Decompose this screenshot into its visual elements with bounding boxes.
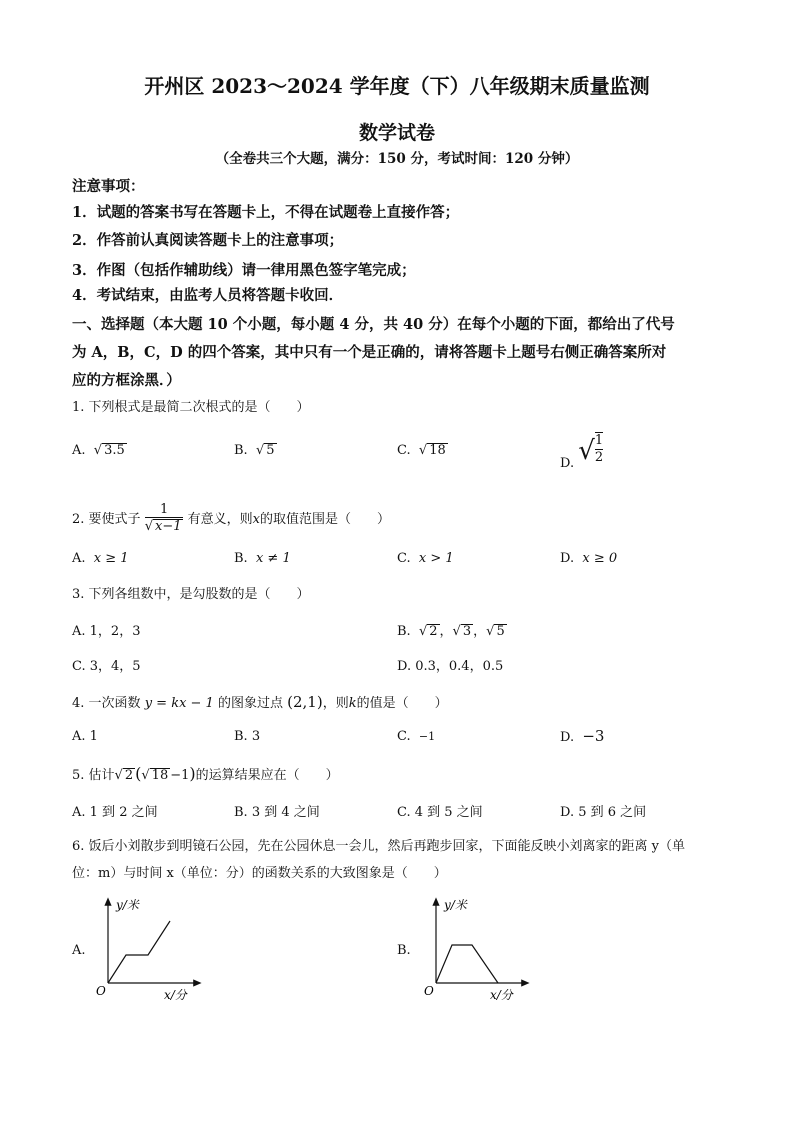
q3-option-a: A. 1，2，3 xyxy=(72,624,141,639)
section1-line3: 应的方框涂黑．） xyxy=(72,372,181,389)
q3-option-b: B. √ 2 ，√ 3 ，√ 5 xyxy=(397,624,505,639)
q1-option-d: D. √ $\frac{1}{2}$ xyxy=(560,433,604,471)
q5-stem: 5. 估计√ 2 (√ 18 −1)的运算结果应在（ ） xyxy=(72,764,339,783)
q2-option-b: B. x ≠ 1 xyxy=(234,551,291,566)
q6-graph-b xyxy=(418,893,538,1008)
q4-option-a: A. 1 xyxy=(72,729,98,744)
q2-option-c: C. x > 1 xyxy=(397,551,454,566)
q2-stem: 2. 要使式子 $\frac{1}{√ x-1}$ 有意义，则x的取值范围是（ ） xyxy=(72,502,390,534)
exam-info: （全卷共三个大题，满分：150 分，考试时间：120 分钟） xyxy=(215,151,579,167)
graph-b-xlabel: x/分 xyxy=(490,988,513,1002)
notice-item-1: 1．试题的答案书写在答题卡上，不得在试题卷上直接作答； xyxy=(72,204,460,221)
q4-option-c: C. −1 xyxy=(397,729,436,744)
notice-item-3: 3．作图（包括作辅助线）请一律用黑色签字笔完成； xyxy=(72,262,416,279)
graph-a-xlabel: x/分 xyxy=(164,988,187,1002)
q6-graph-a xyxy=(90,893,210,1008)
q4-option-b: B. 3 xyxy=(234,729,261,744)
graph-a-ylabel: y/米 xyxy=(116,898,139,912)
notice-heading: 注意事项： xyxy=(72,178,145,195)
q5-option-a: A. 1 到 2 之间 xyxy=(72,805,158,820)
page-subtitle: 数学试卷 xyxy=(358,122,435,144)
q3-stem: 3. 下列各组数中，是勾股数的是（ ） xyxy=(72,587,310,602)
q6-stem-line1: 6. 饭后小刘散步到明镜石公园，先在公园休息一会儿，然后再跑步回家，下面能反映小刘离家的距离 y（单 xyxy=(72,839,686,854)
q1-option-b: B. √ 5 xyxy=(234,443,275,458)
q6-option-b-label: B. xyxy=(397,943,411,958)
section1-line2: 为 A，B，C，D 的四个答案，其中只有一个是正确的，请将答题卡上题号右侧正确答案所对 xyxy=(72,344,667,361)
q6-option-a-label: A. xyxy=(72,943,86,958)
section1-line1: 一、选择题（本大题 10 个小题，每小题 4 分，共 40 分）在每个小题的下面，都给出了代号 xyxy=(72,316,675,333)
graph-b-line xyxy=(436,945,498,983)
notice-item-2: 2．作答前认真阅读答题卡上的注意事项； xyxy=(72,232,344,249)
graph-a-origin: O xyxy=(96,984,106,998)
q5-option-c: C. 4 到 5 之间 xyxy=(397,805,483,820)
q1-stem: 1. 下列根式是最简二次根式的是（ ） xyxy=(72,400,310,415)
q3-option-d: D. 0.3，0.4，0.5 xyxy=(397,659,504,674)
notice-item-4: 4．考试结束，由监考人员将答题卡收回． xyxy=(72,287,344,304)
q4-stem: 4. 一次函数 y = kx − 1 的图象过点 (2,1)，则k的值是（ ） xyxy=(72,693,448,711)
q1-option-a: A. √ 3.5 xyxy=(72,443,125,458)
q2-option-d: D. x ≥ 0 xyxy=(560,551,618,566)
q1-option-c: C. √ 18 xyxy=(397,443,446,458)
q3-option-c: C. 3，4，5 xyxy=(72,659,141,674)
graph-b-origin: O xyxy=(424,984,434,998)
q2-option-a: A. x ≥ 1 xyxy=(72,551,129,566)
page-title: 开州区 2023～2024 学年度（下）八年级期末质量监测 xyxy=(144,74,650,98)
graph-b-ylabel: y/米 xyxy=(444,898,467,912)
q5-option-d: D. 5 到 6 之间 xyxy=(560,805,647,820)
q4-option-d: D. −3 xyxy=(560,727,605,745)
q6-stem-line2: 位：m）与时间 x（单位：分）的函数关系的大致图象是（ ） xyxy=(72,866,447,881)
q5-option-b: B. 3 到 4 之间 xyxy=(234,805,320,820)
graph-a-line xyxy=(108,921,170,983)
